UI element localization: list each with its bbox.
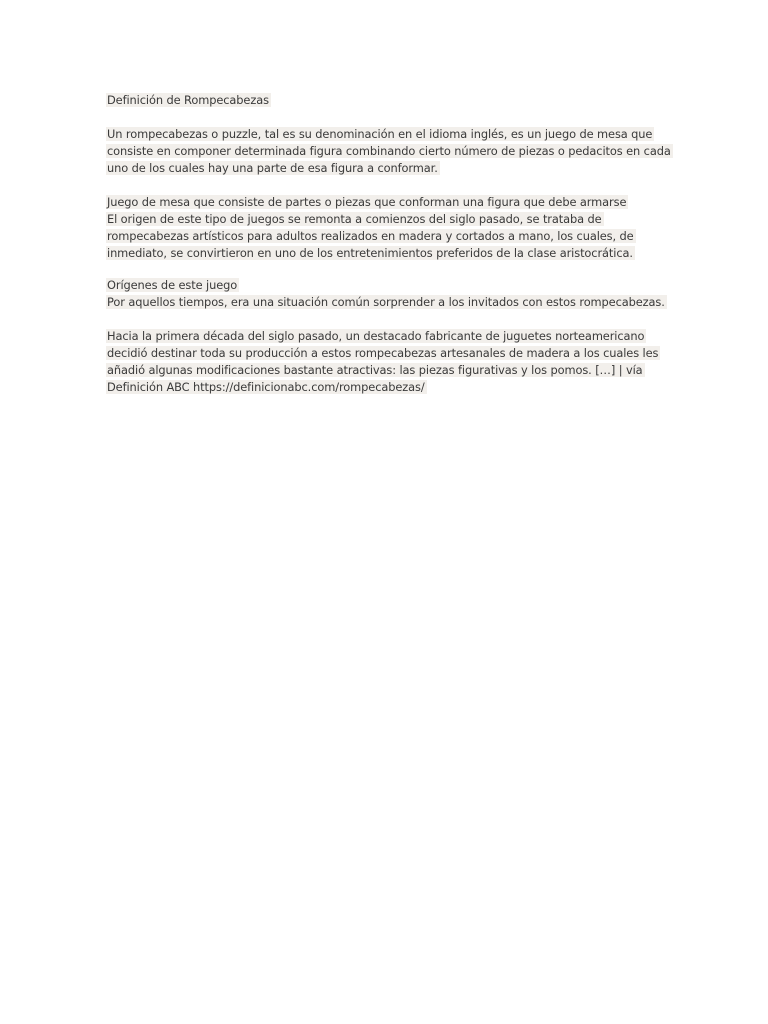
section-heading: Orígenes de este juego [107, 278, 238, 292]
document-title [106, 92, 666, 109]
paragraph-line: inmediato, se convirtieron en uno de los entretenimientos preferidos de la clase aristocrática. [107, 246, 633, 260]
paragraph-line: Hacia la primera década del siglo pasado, un destacado fabricante de juguetes norteamericano [107, 329, 645, 343]
paragraph-line: Un rompecabezas o puzzle, tal es su denominación en el idioma inglés, es un juego de mesa que [107, 127, 653, 141]
paragraph-2 [106, 194, 666, 262]
paragraph-1 [106, 126, 671, 177]
title-text: Definición de Rompecabezas [107, 93, 269, 107]
paragraph-line: decidió destinar toda su producción a estos rompecabezas artesanales de madera a los cuales les [107, 346, 659, 360]
paragraph-line: uno de los cuales hay una parte de esa figura a conformar. [107, 161, 438, 175]
paragraph-line: Juego de mesa que consiste de partes o piezas que conforman una figura que debe armarse [107, 195, 627, 209]
paragraph-3 [106, 277, 666, 311]
paragraph-line: rompecabezas artísticos para adultos realizados en madera y cortados a mano, los cuales, de [107, 229, 634, 243]
paragraph-line: añadió algunas modificaciones bastante atractivas: las piezas figurativas y los pomos. […] | vía [107, 363, 643, 377]
paragraph-line: consiste en componer determinada figura combinando cierto número de piezas o pedacitos en cada [107, 144, 671, 158]
paragraph-line: Por aquellos tiempos, era una situación común sorprender a los invitados con estos rompecabezas. [107, 295, 665, 309]
paragraph-line: El origen de este tipo de juegos se remonta a comienzos del siglo pasado, se trataba de [107, 212, 602, 226]
paragraph-4 [106, 328, 666, 396]
source-citation: Definición ABC https://definicionabc.com/rompecabezas/ [107, 380, 425, 394]
